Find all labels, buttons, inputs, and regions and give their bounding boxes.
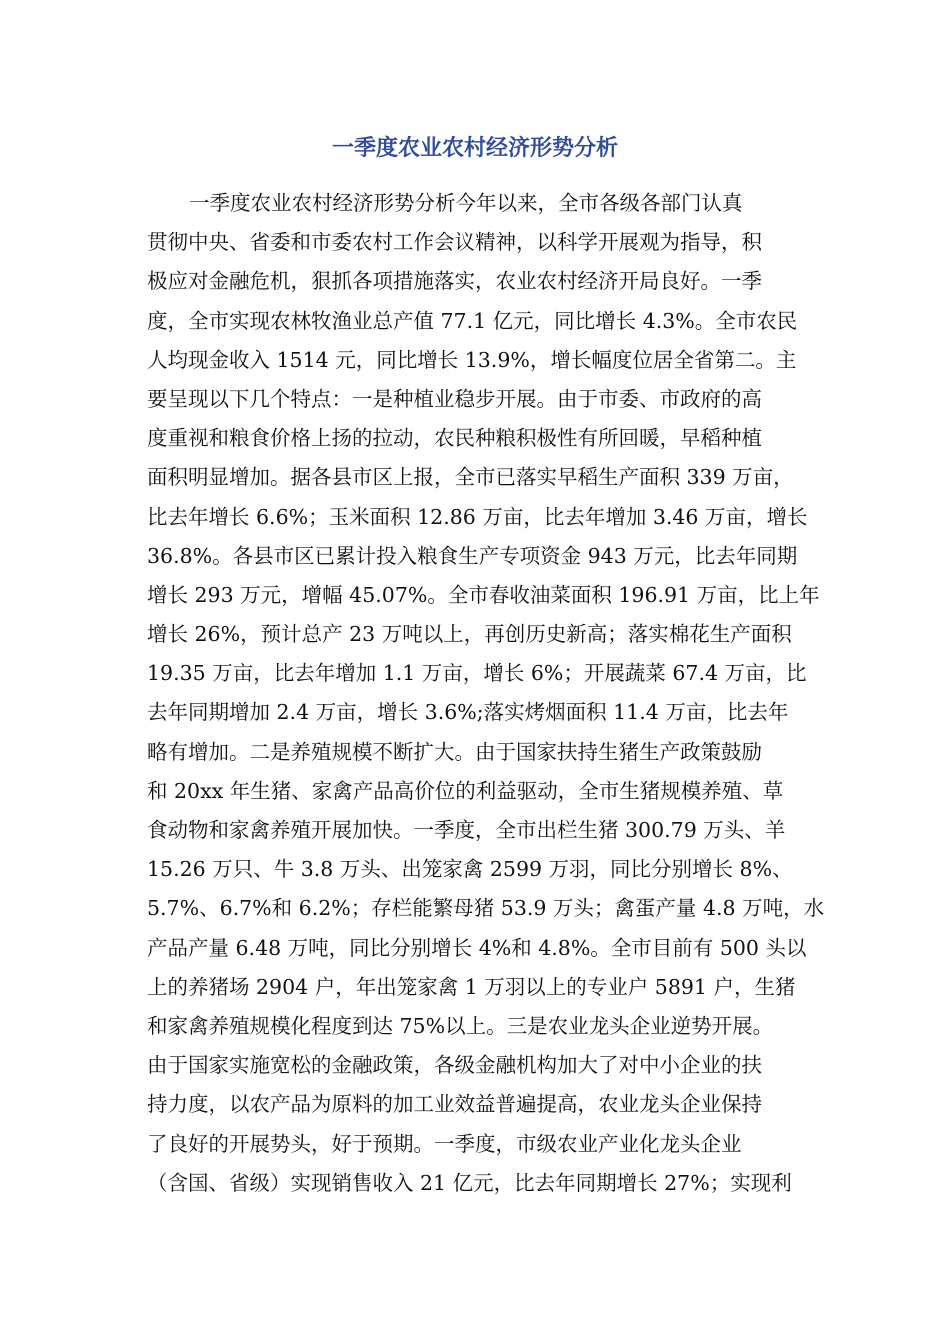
body-line: 面积明显增加。据各县市区上报，全市已落实早稻生产面积 339 万亩， (147, 465, 794, 490)
body-line: 36.8%。各县市区已累计投入粮食生产专项资金 943 万元，比去年同期 (147, 543, 798, 568)
body-line: 人均现金收入 1514 元，同比增长 13.9%，增长幅度位居全省第二。主 (147, 347, 797, 372)
body-line: 15.26 万只、牛 3.8 万头、出笼家禽 2599 万羽，同比分别增长 8%、 (147, 857, 793, 882)
body-line: 增长 26%，预计总产 23 万吨以上，再创历史新高；落实棉花生产面积 (147, 622, 792, 647)
body-line: 持力度，以农产品为原料的加工业效益普遍提高，农业龙头企业保持 (147, 1092, 762, 1117)
body-line: 略有增加。二是养殖规模不断扩大。由于国家扶持生猪生产政策鼓励 (147, 739, 762, 764)
body-line: 5.7%、6.7%和 6.2%；存栏能繁母猪 53.9 万头；禽蛋产量 4.8 万吨，水 (147, 896, 825, 921)
body-line: 产品产量 6.48 万吨，同比分别增长 4%和 4.8%。全市目前有 500 头以 (147, 935, 807, 960)
body-line: 食动物和家禽养殖开展加快。一季度，全市出栏生猪 300.79 万头、羊 (147, 818, 786, 842)
body-line: 度，全市实现农林牧渔业总产值 77.1 亿元，同比增长 4.3%。全市农民 (147, 308, 798, 333)
body-line: 增长 293 万元，增幅 45.07%。全市春收油菜面积 196.91 万亩，比上年 (147, 582, 820, 607)
body-line: 比去年增长 6.6%；玉米面积 12.86 万亩，比去年增加 3.46 万亩，增长 (147, 504, 808, 529)
body-line: 度重视和粮食价格上扬的拉动，农民种粮积极性有所回暖，早稻种植 (147, 426, 762, 451)
document-body (147, 184, 825, 1203)
body-line: 了良好的开展势头，好于预期。一季度，市级农业产业化龙头企业 (147, 1131, 742, 1156)
body-line: 极应对金融危机，狠抓各项措施落实，农业农村经济开局良好。一季 (147, 269, 762, 294)
body-line: 19.35 万亩，比去年增加 1.1 万亩，增长 6%；开展蔬菜 67.4 万亩，比 (147, 661, 807, 686)
body-line: 上的养猪场 2904 户，年出笼家禽 1 万羽以上的专业户 5891 户，生猪 (147, 974, 796, 999)
body-line: 和 20xx 年生猪、家禽产品高价位的利益驱动，全市生猪规模养殖、草 (147, 778, 784, 803)
body-line: 一季度农业农村经济形势分析今年以来，全市各级各部门认真 (189, 191, 743, 215)
body-line: 贯彻中央、省委和市委农村工作会议精神，以科学开展观为指导，积 (147, 230, 762, 255)
body-line: 和家禽养殖规模化程度到达 75%以上。三是农业龙头企业逆势开展。 (147, 1013, 774, 1038)
body-line: 由于国家实施宽松的金融政策，各级金融机构加大了对中小企业的扶 (147, 1053, 762, 1078)
document-title: 一季度农业农村经济形势分析 (331, 136, 618, 161)
body-line: （含国、省级）实现销售收入 21 亿元，比去年同期增长 27%；实现利 (147, 1170, 792, 1195)
body-line: 要呈现以下几个特点：一是种植业稳步开展。由于市委、市政府的高 (147, 386, 762, 411)
body-line: 去年同期增加 2.4 万亩，增长 3.6%;落实烤烟面积 11.4 万亩，比去年 (147, 700, 789, 725)
